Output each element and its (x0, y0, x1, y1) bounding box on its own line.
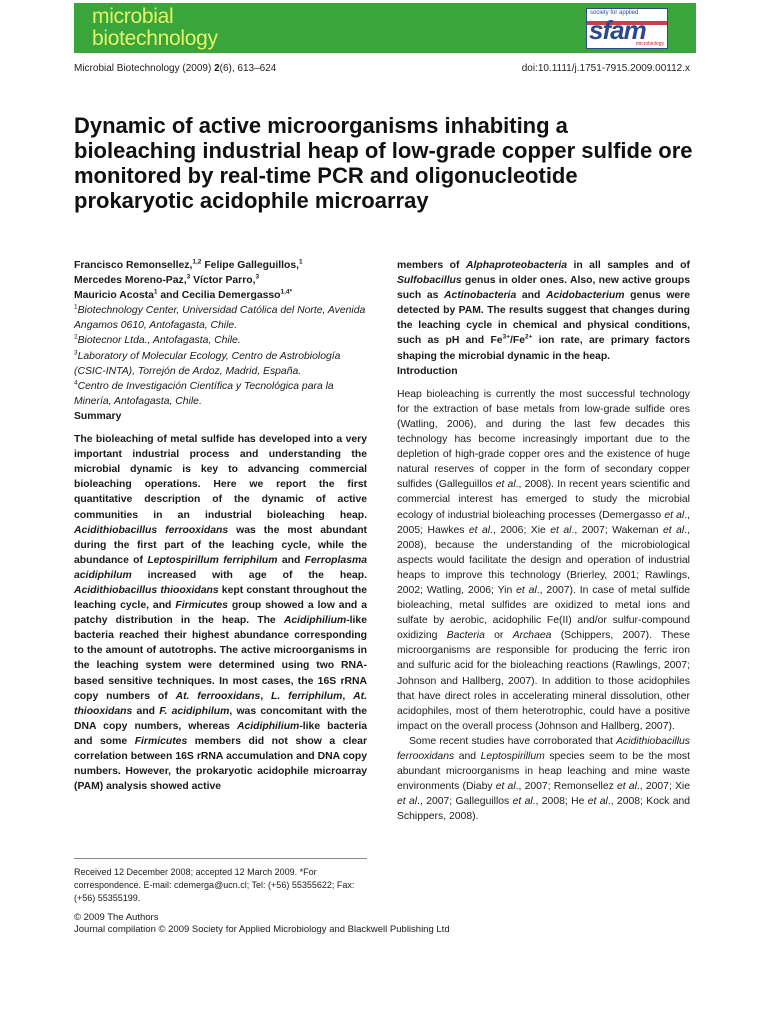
page-footer (74, 912, 450, 936)
journal-name-line1: microbial (92, 5, 174, 28)
copyright-line: © 2009 The Authors (74, 912, 159, 923)
right-column (397, 258, 690, 824)
introduction-heading: Introduction (397, 365, 458, 377)
journal-logo-text (92, 6, 218, 50)
summary-heading: Summary (74, 410, 122, 422)
article-title: Dynamic of active microorganisms inhabiting a bioleaching industrial heap of low-grade copper sulfide ore monitored by real-time PCR and oligonucleotide prokaryotic acidophile microarray (74, 113, 693, 213)
left-column (74, 258, 367, 794)
footnote-rule (74, 858, 367, 859)
affiliation-2: $^2$Biotecnor Ltda., Antofagasta, Chile. (74, 334, 241, 347)
sfam-logo-tagline: society for applied (590, 10, 639, 16)
summary-text: The bioleaching of metal sulfide has developed into a very important industrial process and understanding the microbial dynamic is key to advancing commercial bioleaching operations. Here we report the first quantitative description of the dynamic of active communities in an industrial bioleaching heap. Acidithiobacillus ferrooxidans was the most abundant during the first part of the leaching cycle, while the abundance of Leptospirillum ferriphilum and Ferroplasma acidiphilum increased with age of the heap. Acidithiobacillus thiooxidans kept constant throughout the leaching cycle, and Firmicutes group showed a low and a patchy distribution in the heap. The Acidiphilium-like bacteria reached their highest abundance corresponding to the amount of autotrophs. The active microorganisms in the leaching system were determined using two RNA-based sensitive techniques. In most cases, the 16S rRNA copy numbers of At. ferrooxidans, L. ferriphilum, At. thiooxidans and F. acidiphilum, was concomitant with the DNA copy numbers, whereas Acidiphilium-like bacteria and some Firmicutes members did not show a clear correlation between 16S rRNA accumulation and DNA copy numbers. However, the prokaryotic acidophile microarray (PAM) analysis showed active (74, 434, 368, 793)
journal-name-line2: biotechnology (92, 27, 218, 50)
journal-citation: Microbial Biotechnology (2009) 2(6), 613–624 (74, 63, 277, 74)
doi: doi:10.1111/j.1751-7915.2009.00112.x (521, 63, 690, 74)
affiliation-4: $^4$Centro de Investigación Científica y Tecnológica para la Minería, Antofagasta, Chile. (74, 379, 334, 407)
sfam-logo-mark: sfam (589, 15, 646, 45)
journal-banner (74, 3, 696, 53)
journal-compilation-line: Journal compilation © 2009 Society for Applied Microbiology and Blackwell Publishing Ltd (74, 924, 450, 935)
sfam-logo (586, 8, 668, 49)
introduction-paragraph-2: Some recent studies have corroborated that Acidithiobacillus ferrooxidans and Leptospirillum species seem to be the most abundant microorganisms in heap leaching and mine waste environments (Diaby et al., 2007; Remonsellez et al., 2007; Xie et al., 2007; Galleguillos et al., 2008; He et al., 2008; Kock and Schippers, 2008). (397, 735, 691, 823)
summary-text-continued: members of Alphaproteobacteria in all samples and of Sulfobacillus genus in older ones. Also, new active groups such as Actinobacteria and Acidobacterium genus were detected by PAM. The results suggest that changes during the leaching cycle in chemical and physical conditions, such as pH and $Fe^{3+}/Fe^{2+}$ ion rate, are primary factors shaping the microbial dynamic in the heap. (397, 260, 690, 362)
affiliation-1: $^1$Biotechnology Center, Universidad Católica del Norte, Avenida Angamos 0610, Antofagasta, Chile. (74, 303, 366, 332)
introduction-paragraph-1: Heap bioleaching is currently the most successful technology for the extraction of base metals from low-grade sulfide ores (Watling, 2006), and during the last few decades this technology has become increasingly important due to the depletion of high-grade copper ores and the existence of huge natural reserves of copper in the form of secondary copper sulfides (Galleguillos et al., 2008). In recent years scientific and commercial interest has emerged to study the microbial ecology of industrial bioleaching processes (Demergasso et al., 2005; Hawkes et al., 2006; Xie et al., 2007; Wakeman et al., 2008), because the understanding of the microbiological aspects would facilitate the design and operation of industrial heaps to improve this technology (Brierley, 2001; Rawlings, 2002; Watling, 2006; Yin et al., 2007). In case of metal sulfide bioleaching, metal sulfides are oxidized to metal ions and sulfate by aerobic, acidophilic Fe(II) and/or sulfur-compound oxidizing Bacteria or Archaea (Schippers, 2007). These microorganisms are responsible for producing the ferric iron and sulfuric acid for the bioleaching reactions (Rawlings, 2007; Johnson and Hallberg, 2007). In addition to those acidophiles that have direct roles in accelerating mineral dissolution, other acidophiles, most of them heterotrophic, could have a positive impact on the overall process (Johnson and Hallberg, 2007). (397, 388, 691, 732)
received-note: Received 12 December 2008; accepted 12 March 2009. *For correspondence. E-mail: cdemerga@ucn.cl; Tel: (+56) 55355622; Fax: (+56) 55355199. (74, 867, 355, 903)
affiliation-3: $^3$Laboratory of Molecular Ecology, Centro de Astrobiología (CSIC-INTA), Torrejón de Ardoz, Madrid, España. (74, 349, 341, 377)
author-list: Francisco Remonsellez,$^{1,2}$ Felipe Galleguillos,$^1$ Mercedes Moreno-Paz,$^3$ Víctor Parro,$^3$ Mauricio Acosta$^1$ and Cecilia Demergasso$^{1,4*}$ (74, 258, 303, 302)
sfam-logo-subtitle: microbiology (635, 41, 664, 47)
